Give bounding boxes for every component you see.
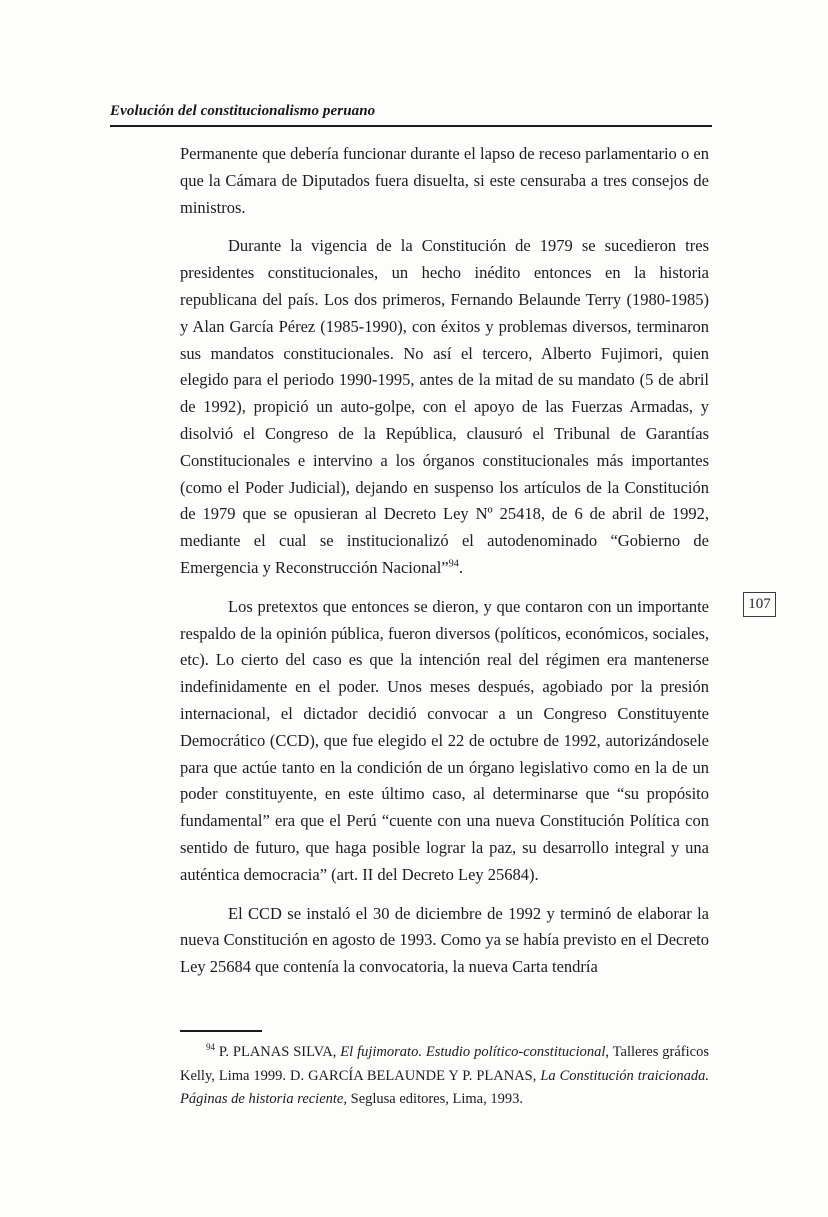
paragraph: Los pretextos que entonces se dieron, y que contaron con un importante respaldo de la opinión pública, fueron diversos (políticos, económicos, sociales, etc). Lo cierto del caso es que la intención real del régimen era mantenerse indefinidamente en el poder. Unos meses después, agobiado por la presión internacional, el dictador decidió convocar a un Congreso Constituyente Democrático (CCD), que fue elegido el 22 de octubre de 1992, autorizándosele para que actúe tanto en la condición de un órgano legislativo como en la de un poder constituyente, en este último caso, al determinarse que “su propósito fundamental” era que el Perú “cuente con una nueva Constitución Política con sentido de futuro, que haga posible lograr la paz, su desarrollo integral y una auténtica democracia” (art. II del Decreto Ley 25684). — [180, 596, 709, 884]
text-segment: . — [458, 557, 463, 577]
running-header — [110, 103, 712, 127]
footnote-separator-rule — [180, 1030, 262, 1032]
footnote-book-title: El fujimorato. Estudio político-constitucional — [340, 1044, 606, 1060]
paragraph — [180, 233, 709, 581]
header-rule — [110, 125, 712, 127]
paragraph: El CCD se instaló el 30 de diciembre de 1992 y terminó de elaborar la nueva Constitución en agosto de 1993. Como ya se había previsto en el Decreto Ley 25684 que contenía la convocatoria, la nueva Carta tendría — [180, 903, 709, 977]
text-segment: Durante la vigencia de la Constitución de 1979 se sucedieron tres presidentes constitucionales, un hecho inédito entonces en la historia republicana del país. Los dos primeros, Fernando Belaunde Terry (1980-1985) y Alan García Pérez (1985-1990), con éxitos y problemas diversos, terminaron sus mandatos constitucionales. No así el tercero, Alberto Fujimori, quien elegido para el periodo 1990-1995, antes de la mitad de su mandato (5 de abril de 1992), propició un auto-golpe, con el apoyo de las Fuerzas Armadas, y disolvió el Congreso de la República, clausuró el Tribunal de Garantías Constitucionales e intervino a los órganos constitucionales más importantes (como el Poder Judicial), dejando en suspenso los artículos de la Constitución de 1979 que se opusieran al Decreto Ley Nº 25418, de 6 de abril de 1992, mediante el cual se institucionalizó el autodenominado “Gobierno de Emergencia y Reconstrucción Nacional” — [180, 236, 709, 577]
footnote-reference: 94 — [448, 558, 459, 570]
running-header-title: Evolución del constitucionalismo peruano — [110, 103, 376, 119]
page-number-badge — [743, 592, 776, 617]
text-segment: P. PLANAS SILVA, — [214, 1044, 341, 1060]
footnote-area — [180, 1030, 709, 1112]
page-number: 107 — [748, 596, 771, 612]
footnote-book-title: La Constitución traicionada. Páginas de historia reciente, — [180, 1067, 709, 1107]
paragraph-continuation: Permanente que debería funcionar durante el lapso de receso parlamentario o en que la Cámara de Diputados fuera disuelta, si este censuraba a tres consejos de ministros. — [180, 144, 709, 217]
text-segment: Seglusa editores, Lima, 1993. — [347, 1091, 523, 1107]
footnote — [180, 1041, 709, 1112]
text-segment: , Talleres gráficos Kelly, Lima 1999. D. GARCÍA BELAUNDE Y P. PLANAS, — [180, 1044, 709, 1084]
body-text-block — [180, 141, 709, 993]
footnote-marker: 94 — [206, 1042, 215, 1053]
